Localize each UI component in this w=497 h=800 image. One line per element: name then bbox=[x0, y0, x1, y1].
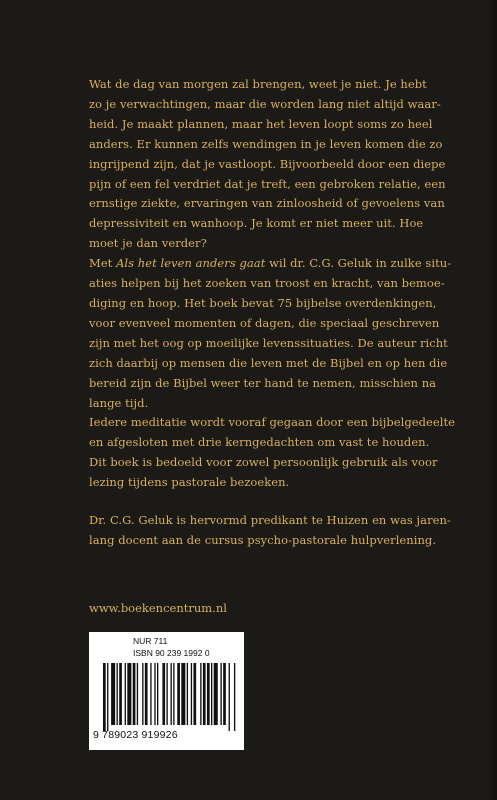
blurb-line: anders. Er kunnen zelfs wendingen in je leven komen die zo bbox=[89, 136, 443, 151]
barcode-bar bbox=[154, 663, 155, 725]
blurb-line: Wat de dag van morgen zal brengen, weet je niet. Je hebt bbox=[89, 77, 427, 91]
barcode-bar bbox=[145, 663, 148, 725]
blurb-line: moet je dan verder? bbox=[89, 236, 207, 251]
barcode-bar bbox=[162, 663, 165, 725]
barcode-bar bbox=[103, 663, 106, 731]
barcode-bar bbox=[125, 663, 126, 725]
book-title-italic: Als het leven anders gaat bbox=[116, 256, 266, 271]
barcode-bar bbox=[150, 663, 151, 725]
blurb-line: diging en hoop. Het boek bevat 75 bijbelse overdenkingen, bbox=[89, 295, 437, 310]
barcode-bar bbox=[191, 663, 192, 725]
blurb-line: Dr. C.G. Geluk is hervormd predikant te Huizen en was jaren- bbox=[89, 513, 451, 528]
spine-shadow bbox=[485, 0, 497, 800]
blurb-paragraph-intro bbox=[89, 75, 449, 254]
barcode-bar bbox=[187, 663, 188, 725]
nur-code: NUR 711 bbox=[133, 636, 168, 646]
barcode-bar bbox=[166, 663, 167, 725]
text-fragment: Met bbox=[89, 256, 117, 271]
blurb-line: zijn met het oog op moeilijke levenssituaties. De auteur richt bbox=[89, 335, 448, 350]
barcode-label bbox=[89, 632, 244, 750]
barcode-bar bbox=[127, 663, 131, 725]
blurb-line: voor evenveel momenten of dagen, die speciaal geschreven bbox=[89, 315, 440, 330]
barcode-bar bbox=[207, 663, 210, 725]
barcode-bar bbox=[220, 663, 221, 725]
blurb-line: pijn of een fel verdriet dat je treft, een gebroken relatie, een bbox=[89, 176, 446, 191]
blurb-line: aties helpen bij het zoeken van troost en kracht, van bemoe- bbox=[89, 276, 445, 291]
barcode-bar bbox=[137, 663, 138, 725]
barcode-bar bbox=[177, 663, 180, 725]
barcode-bar bbox=[181, 663, 185, 725]
barcode-bar bbox=[214, 663, 218, 725]
blurb-line: lang docent aan de cursus psycho-pastorale hulpverlening. bbox=[89, 532, 437, 547]
barcode-bar bbox=[111, 663, 115, 725]
text-fragment: wil dr. C.G. Geluk in zulke situ- bbox=[265, 256, 452, 271]
barcode-bar bbox=[193, 663, 196, 725]
barcode-bar bbox=[133, 663, 136, 725]
barcode-bar bbox=[203, 663, 206, 725]
blurb-paragraph-structure bbox=[89, 413, 456, 453]
paragraph-gap bbox=[89, 493, 449, 511]
blurb-line: ingrijpend zijn, dat je vastloopt. Bijvoorbeeld door een diepe bbox=[89, 156, 446, 171]
barcode-bar bbox=[157, 663, 158, 725]
barcode-bar bbox=[107, 663, 108, 731]
blurb-line bbox=[89, 254, 452, 274]
barcode-bar bbox=[173, 663, 174, 725]
blurb-line: zich daarbij op mensen die leven met de Bijbel en op hen die bbox=[89, 355, 448, 370]
barcode-bar bbox=[117, 663, 118, 725]
blurb-line: zo je verwachtingen, maar die worden lang niet altijd waar- bbox=[89, 96, 441, 111]
blurb-paragraph-usage bbox=[89, 453, 449, 493]
barcode-bar bbox=[200, 663, 201, 725]
blurb-text bbox=[89, 75, 456, 551]
blurb-line: en afgesloten met drie kerngedachten om vast te houden. bbox=[89, 435, 430, 450]
blurb-line: lezing tijdens pastorale bezoeken. bbox=[89, 475, 290, 490]
blurb-line: lange tijd. bbox=[89, 395, 149, 410]
barcode-bar bbox=[234, 663, 235, 731]
blurb-line: heid. Je maakt plannen, maar het leven loopt soms zo heel bbox=[89, 116, 433, 131]
barcode-bar bbox=[211, 663, 212, 725]
barcode-bar bbox=[119, 663, 122, 725]
blurb-line: bereid zijn de Bijbel weer ter hand te nemen, misschien na bbox=[89, 375, 437, 390]
ean-digits: 9 789023 919926 bbox=[93, 729, 178, 741]
barcode-bar bbox=[142, 663, 143, 725]
blurb-line: ernstige ziekte, ervaringen van zinloosheid of gevoelens van bbox=[89, 196, 445, 211]
blurb-line: Iedere meditatie wordt vooraf gegaan door een bijbelgedeelte bbox=[89, 415, 456, 430]
barcode-bar bbox=[223, 663, 226, 725]
publisher-website: www.boekencentrum.nl bbox=[89, 601, 227, 615]
author-bio bbox=[89, 511, 449, 551]
barcode-bar bbox=[229, 663, 230, 731]
blurb-line: Dit boek is bedoeld voor zowel persoonlijk gebruik als voor bbox=[89, 455, 438, 470]
ean-barcode-bars bbox=[101, 663, 237, 731]
blurb-paragraph-description bbox=[89, 254, 452, 413]
blurb-line: depressiviteit en wanhoop. Je komt er niet meer uit. Hoe bbox=[89, 216, 424, 231]
barcode-bar bbox=[171, 663, 172, 725]
isbn-number: ISBN 90 239 1992 0 bbox=[133, 648, 210, 658]
